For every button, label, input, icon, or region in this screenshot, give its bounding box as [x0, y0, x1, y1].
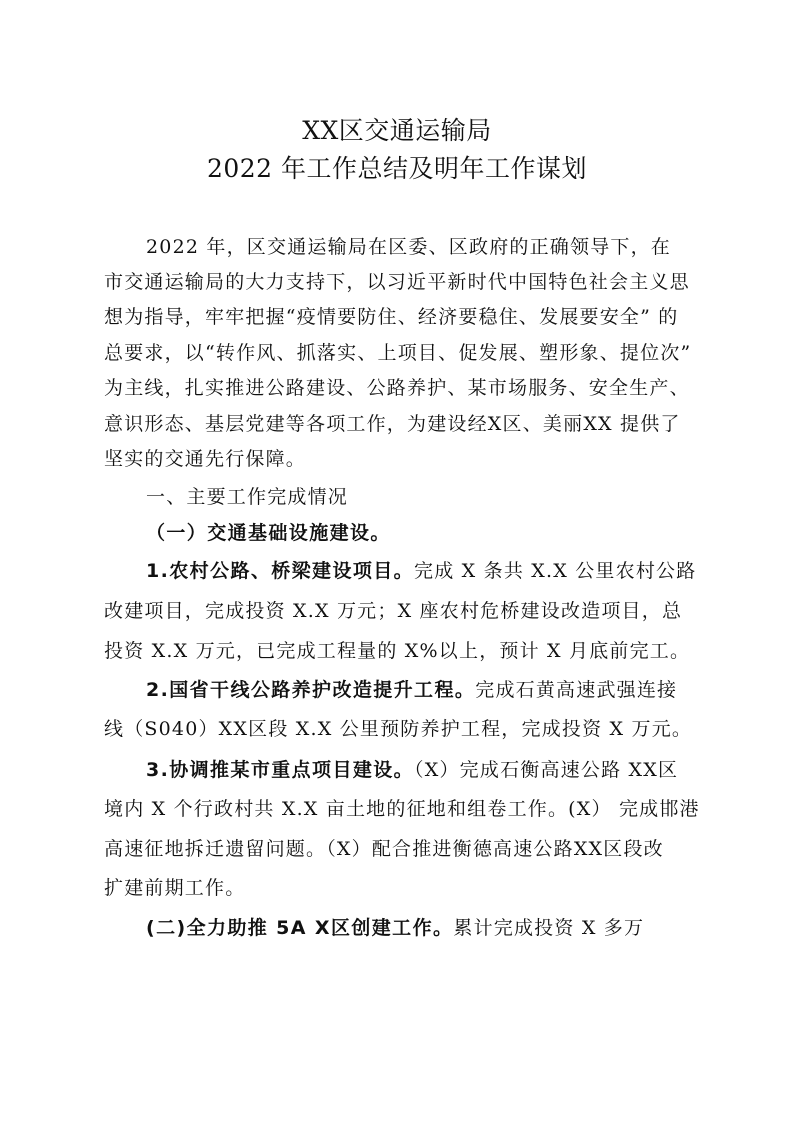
intro-line-7: 坚实的交通先行保障。: [104, 448, 307, 470]
sub2-line1-text: 累计完成投资 X 多万: [453, 917, 645, 939]
intro-line-2: 市交通运输局的大力支持下，以习近平新时代中国特色社会主义思: [104, 271, 690, 293]
intro-line-5: 为主线，扎实推进公路建设、公路养护、某市场服务、安全生产、: [104, 377, 690, 399]
intro-line-6: 意识形态、基层党建等各项工作，为建设经X区、美丽XX 提供了: [104, 413, 681, 435]
section1-heading: 一、主要工作完成情况: [146, 486, 349, 508]
item1-line3: 投资 X.X 万元，已完成工程量的 X%以上，预计 X 月底前完工。: [104, 640, 691, 662]
item3-line4: 扩建前期工作。: [104, 877, 246, 899]
item1-line1-text: 完成 X 条共 X.X 公里农村公路: [414, 560, 697, 582]
item1-title: 1.农村公路、桥梁建设项目。: [146, 560, 415, 582]
item3-line3: 高速征地拆迁遗留问题。（X）配合推进衡德高速公路XX区段改: [104, 838, 664, 860]
intro-line-1: 2022 年，区交通运输局在区委、区政府的正确领导下，在: [146, 236, 671, 258]
item2-line1-text: 完成石黄高速武强连接: [475, 679, 678, 701]
item1-line1: [146, 557, 696, 585]
item2-title: 2.国省干线公路养护改造提升工程。: [146, 679, 476, 701]
item3-line2: 境内 X 个行政村共 X.X 亩土地的征地和组卷工作。(X） 完成邯港: [104, 798, 700, 820]
item1-line2: 改建项目，完成投资 X.X 万元；X 座农村危桥建设改造项目，总: [104, 600, 683, 622]
document-title-line1: XX区交通运输局: [302, 116, 492, 145]
sub2-heading: (二)全力助推 5A X区创建工作。: [146, 917, 454, 939]
item2-line1: [146, 676, 677, 704]
document-title-line2: 2022 年工作总结及明年工作谋划: [206, 154, 588, 183]
item3-line1-text: （X）完成石衡高速公路 XX区: [414, 759, 679, 781]
item2-line2: 线（S040）XX区段 X.X 公里预防养护工程，完成投资 X 万元。: [104, 718, 693, 740]
intro-line-3: 想为指导，牢牢把握“疫情要防住、经济要稳住、发展要安全” 的: [104, 306, 679, 328]
item3-line1: [146, 756, 678, 784]
sub2-line1: [146, 914, 644, 942]
item3-title: 3.协调推某市重点项目建设。: [146, 759, 415, 781]
intro-line-4: 总要求，以“转作风、抓落实、上项目、促发展、塑形象、提位次”: [104, 342, 692, 364]
sub1-heading: （一）交通基础设施建设。: [146, 522, 391, 544]
